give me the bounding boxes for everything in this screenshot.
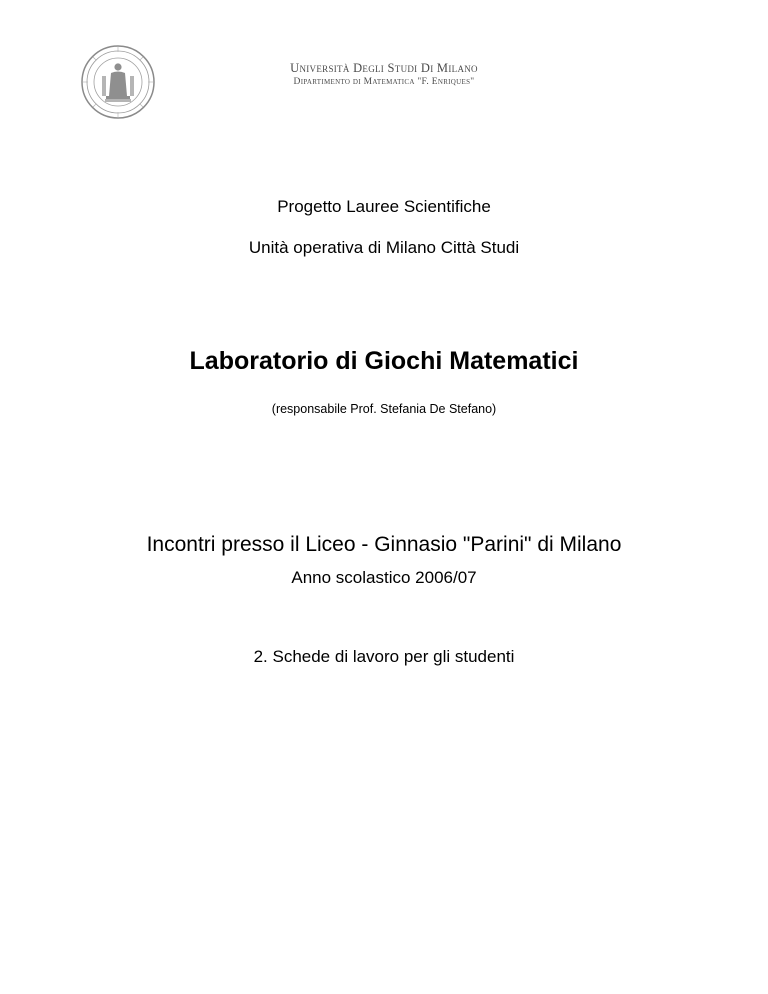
section-title: 2. Schede di lavoro per gli studenti [253, 647, 515, 666]
page-title: Laboratorio di Giochi Matematici [189, 347, 579, 375]
operative-unit: Unità operativa di Milano Città Studi [248, 238, 520, 257]
school-year: Anno scolastico 2006/07 [291, 568, 477, 587]
meetings-location: Incontri presso il Liceo - Ginnasio "Parini" di Milano [146, 533, 622, 556]
university-name: Università Degli Studi Di Milano [290, 61, 478, 75]
responsible-note: (responsabile Prof. Stefania De Stefano) [271, 402, 497, 416]
department-name: Dipartimento di Matematica "F. Enriques" [293, 77, 475, 87]
project-title: Progetto Lauree Scientifiche [277, 197, 491, 216]
